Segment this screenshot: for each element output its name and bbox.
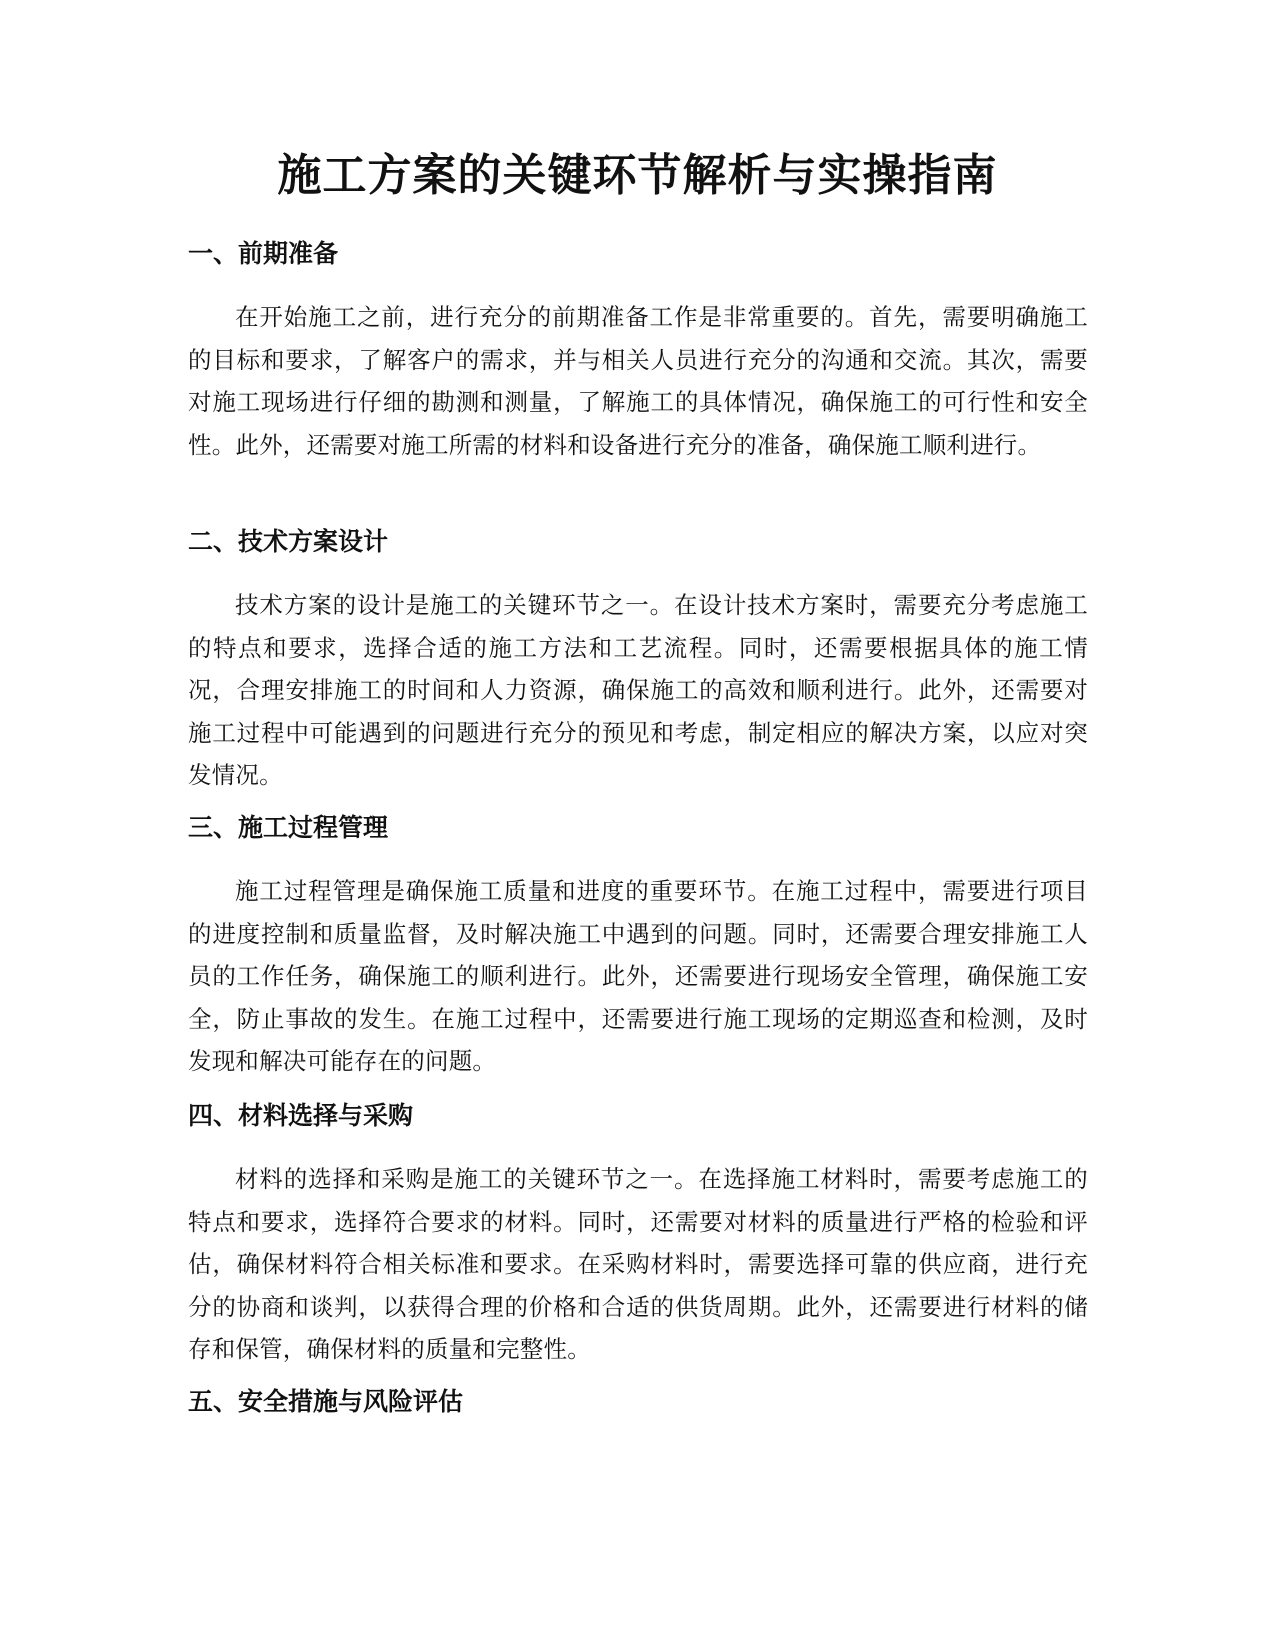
- section-heading-1: 一、前期准备: [188, 239, 339, 268]
- section-heading-5: 五、安全措施与风险评估: [188, 1387, 464, 1416]
- section-body-2: 技术方案的设计是施工的关键环节之一。在设计技术方案时，需要充分考虑施工的特点和要求，选择合适的施工方法和工艺流程。同时，还需要根据具体的施工情况，合理安排施工的时间和人力资源，确保施工的高效和顺利进行。此外，还需要对施工过程中可能遇到的问题进行充分的预见和考虑，制定相应的解决方案，以应对突发情况。: [188, 591, 1088, 789]
- section-heading-4: 四、材料选择与采购: [188, 1101, 414, 1130]
- section-body-1: 在开始施工之前，进行充分的前期准备工作是非常重要的。首先，需要明确施工的目标和要求，了解客户的需求，并与相关人员进行充分的沟通和交流。其次，需要对施工现场进行仔细的勘测和测量，了解施工的具体情况，确保施工的可行性和安全性。此外，还需要对施工所需的材料和设备进行充分的准备，确保施工顺利进行。: [188, 303, 1088, 459]
- section-heading-2: 二、技术方案设计: [188, 527, 389, 556]
- section-body-3: 施工过程管理是确保施工质量和进度的重要环节。在施工过程中，需要进行项目的进度控制和质量监督，及时解决施工中遇到的问题。同时，还需要合理安排施工人员的工作任务，确保施工的顺利进行。此外，还需要进行现场安全管理，确保施工安全，防止事故的发生。在施工过程中，还需要进行施工现场的定期巡查和检测，及时发现和解决可能存在的问题。: [188, 877, 1088, 1075]
- document-title: 施工方案的关键环节解析与实操指南: [277, 150, 998, 201]
- section-body-4: 材料的选择和采购是施工的关键环节之一。在选择施工材料时，需要考虑施工的特点和要求，选择符合要求的材料。同时，还需要对材料的质量进行严格的检验和评估，确保材料符合相关标准和要求。在采购材料时，需要选择可靠的供应商，进行充分的协商和谈判，以获得合理的价格和合适的供货周期。此外，还需要进行材料的储存和保管，确保材料的质量和完整性。: [188, 1165, 1088, 1363]
- section-heading-3: 三、施工过程管理: [188, 813, 389, 842]
